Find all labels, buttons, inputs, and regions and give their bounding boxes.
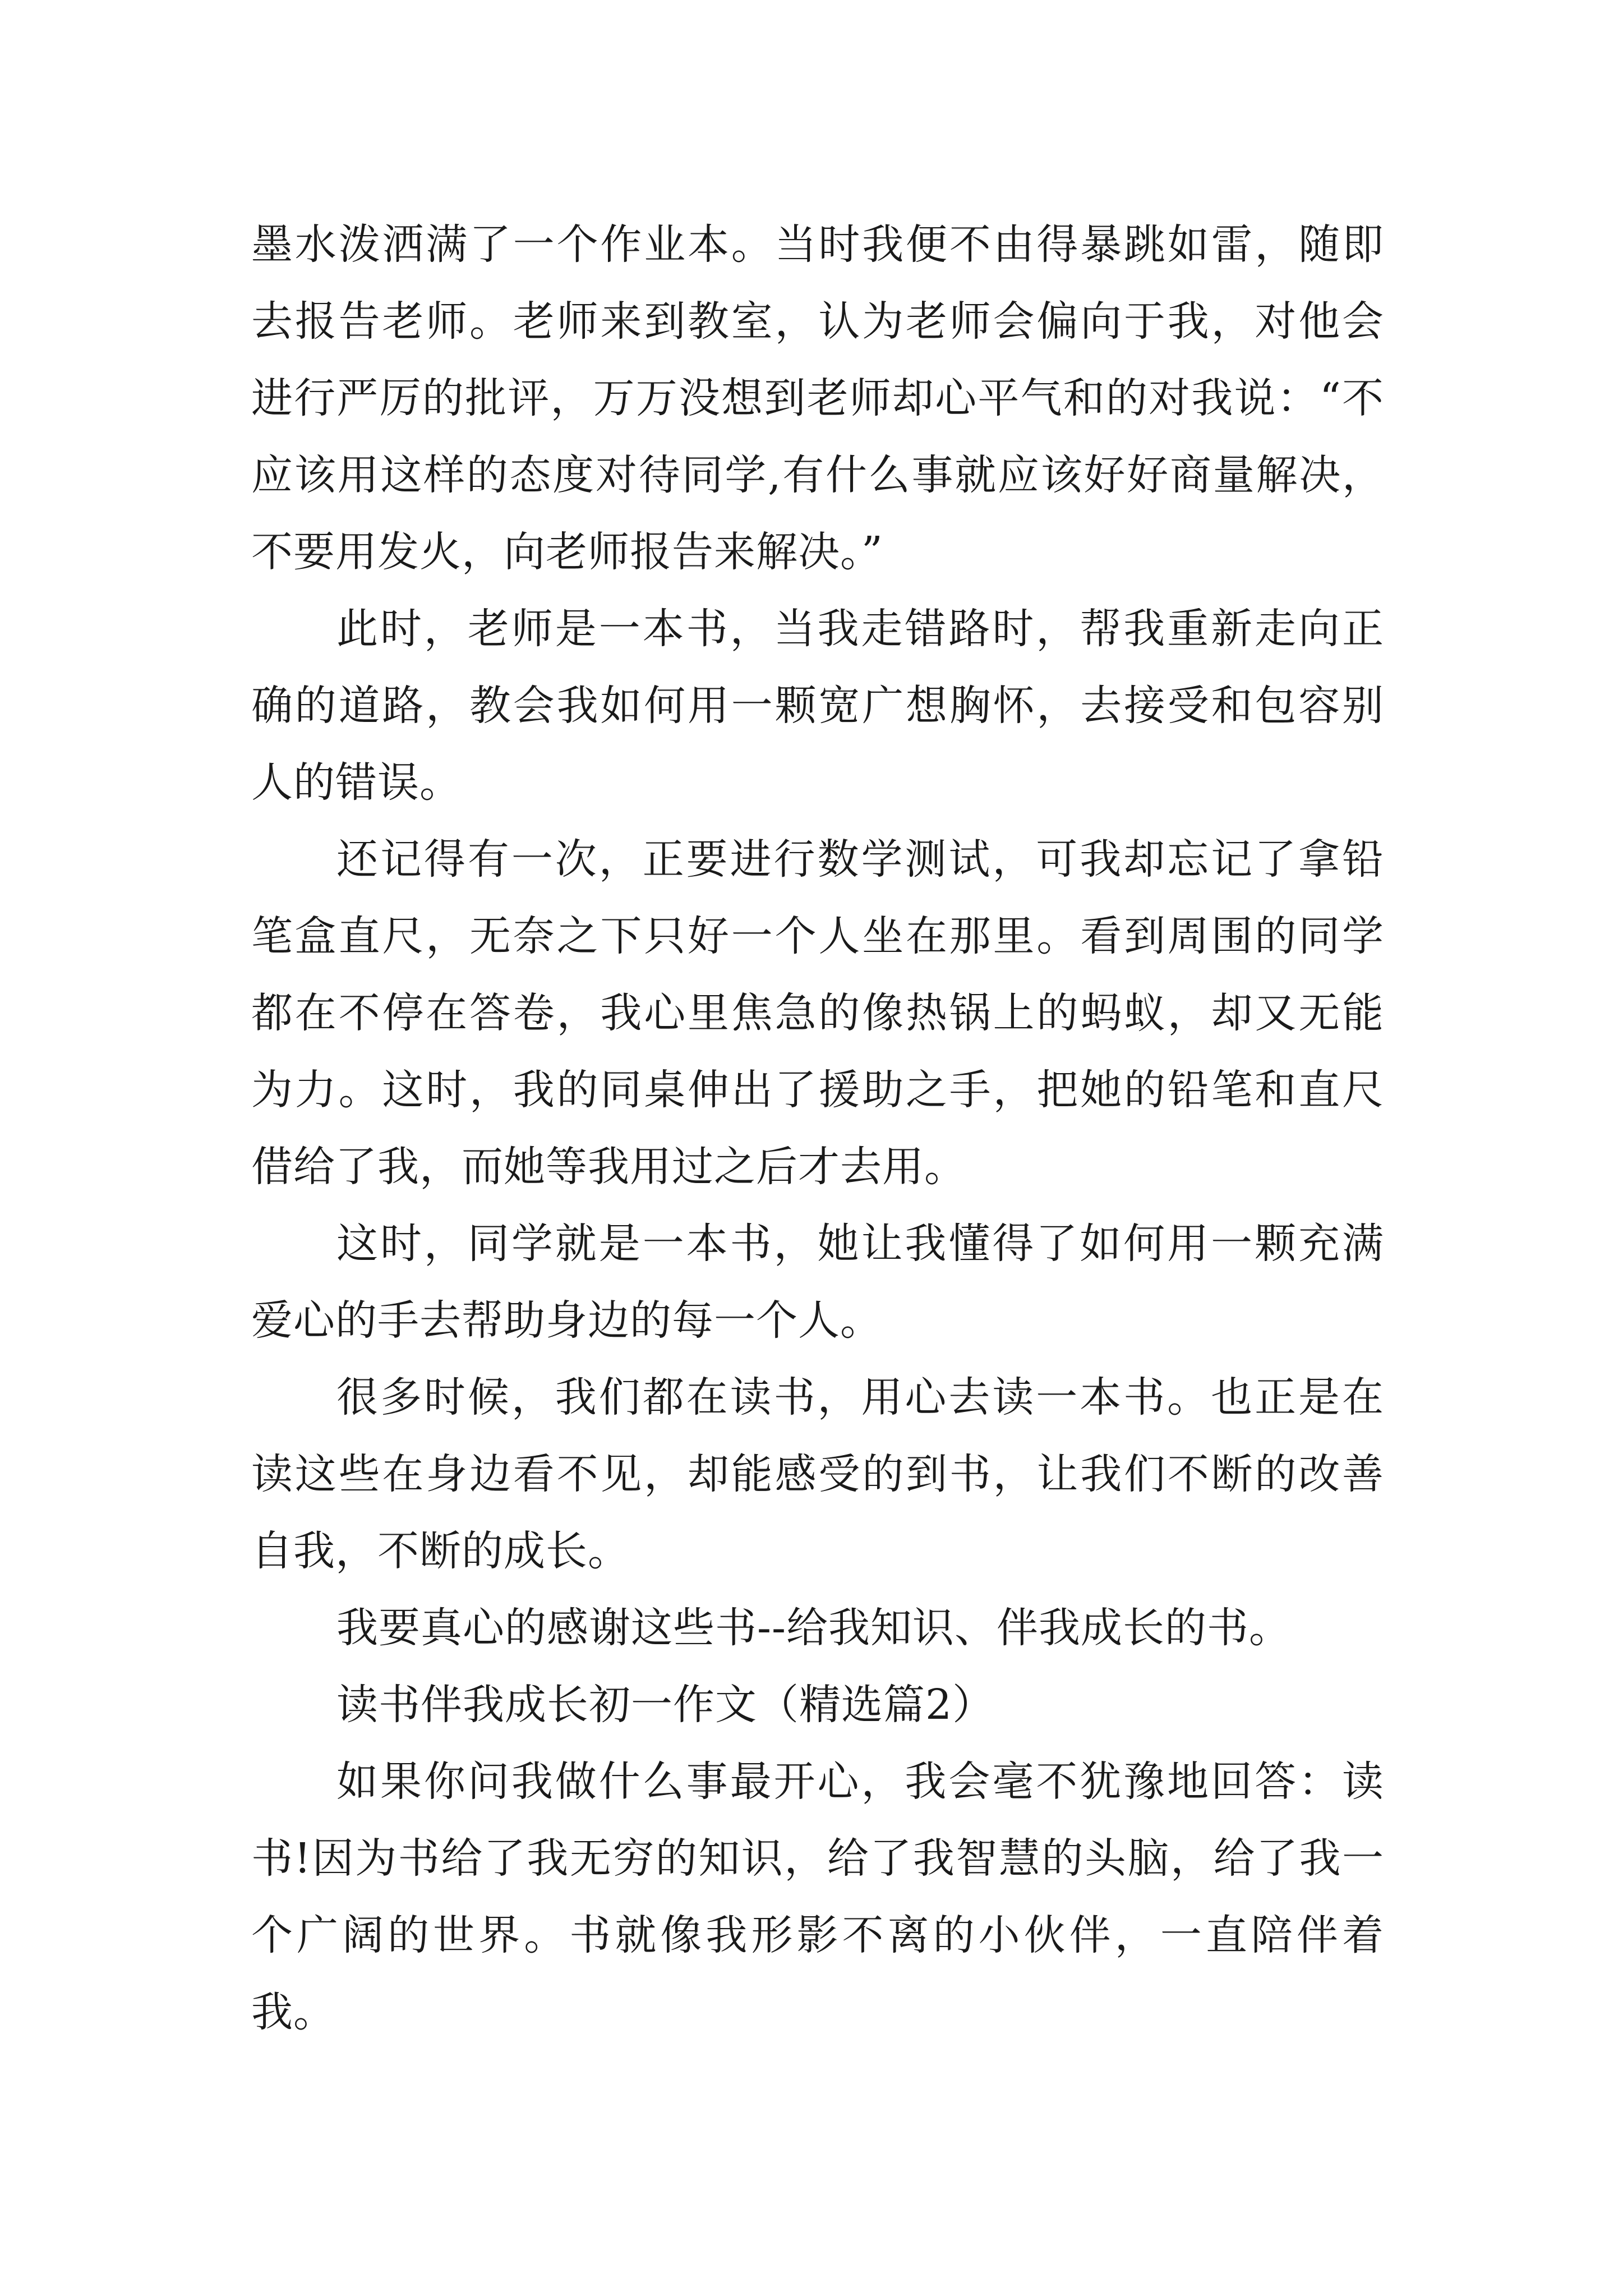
paragraph-teacher-book: 此时，老师是一本书，当我走错路时，帮我重新走向正确的道路，教会我如何用一颗宽广想胸怀，去接受和包容别人的错误。 (251, 605, 1384, 807)
paragraph-happiest-thing: 如果你问我做什么事最开心，我会毫不犹豫地回答：读书!因为书给了我无穷的知识，给了我智慧的头脑，给了我一个广阔的世界。书就像我形影不离的小伙伴，一直陪伴着我。 (251, 1757, 1384, 2036)
paragraph-math-test: 还记得有一次，正要进行数学测试，可我却忘记了拿铅笔盒直尺，无奈之下只好一个人坐在那里。看到周围的同学都在不停在答卷，我心里焦急的像热锅上的蚂蚁，却又无能为力。这时，我的同桌伸出了援助之手，把她的铅笔和直尺借给了我，而她等我用过之后才去用。 (251, 835, 1384, 1191)
paragraph-reading-growth: 很多时候，我们都在读书，用心去读一本书。也正是在读这些在身边看不见，却能感受的到书，让我们不断的改善自我，不断的成长。 (251, 1373, 1384, 1575)
document-body (251, 206, 1384, 2051)
paragraph-continuation: 墨水泼洒满了一个作业本。当时我便不由得暴跳如雷，随即去报告老师。老师来到教室，认为老师会偏向于我，对他会进行严厉的批评，万万没想到老师却心平气和的对我说：“不应该用这样的态度对待同学,有什么事就应该好好商量解决，不要用发火，向老师报告来解决。” (251, 220, 1384, 576)
paragraph-classmate-book: 这时，同学就是一本书，她让我懂得了如何用一颗充满爱心的手去帮助身边的每一个人。 (251, 1220, 1384, 1345)
paragraph-thanks: 我要真心的感谢这些书--给我知识、伴我成长的书。 (336, 1604, 1292, 1652)
section-heading: 读书伴我成长初一作文（精选篇2） (336, 1681, 995, 1729)
